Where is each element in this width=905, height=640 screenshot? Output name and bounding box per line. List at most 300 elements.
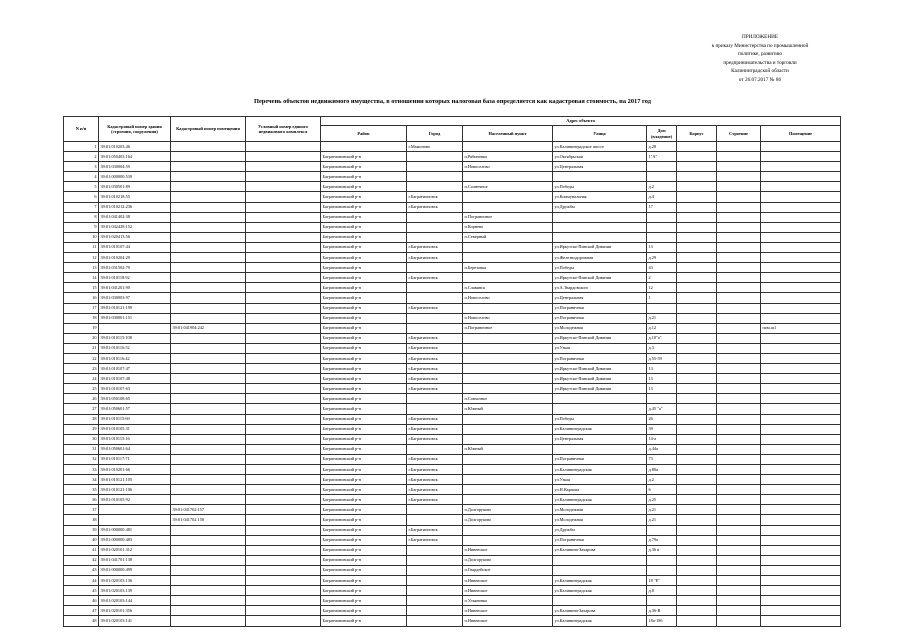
cell-building xyxy=(717,333,761,343)
cell-num: 41 xyxy=(64,545,99,555)
cell-house xyxy=(647,172,677,182)
cell-room xyxy=(761,596,841,606)
cell-house xyxy=(647,303,677,313)
cell-district: Багратионовский р-н xyxy=(321,576,407,586)
cell-building xyxy=(717,515,761,525)
cell-korpus xyxy=(677,485,717,495)
cell-street: ул.Калининградская xyxy=(553,576,647,586)
table-row xyxy=(64,273,841,283)
cell-num: 40 xyxy=(64,535,99,545)
cell-street: ул.Пограничная xyxy=(553,353,647,363)
cell-cadastral-building: 39:01:041402:38 xyxy=(99,212,171,222)
cell-room xyxy=(761,616,841,626)
cell-street: ул.Иркутско-Пинской Дивизии xyxy=(553,364,647,374)
cell-settlement xyxy=(463,454,553,464)
cell-conditional-number xyxy=(246,242,321,252)
appendix-line: от 26.07.2017 № 86 xyxy=(738,76,782,83)
cell-cadastral-building: 39:01:031502:79 xyxy=(99,263,171,273)
cell-district: Багратионовский р-н xyxy=(321,152,407,162)
cell-house: д.28 xyxy=(647,142,677,152)
cell-settlement: п.Совхозное xyxy=(463,394,553,404)
cell-room xyxy=(761,505,841,515)
cell-num: 46 xyxy=(64,596,99,606)
cell-korpus xyxy=(677,596,717,606)
cell-street: ул.Центральная xyxy=(553,434,647,444)
cell-num: 1 xyxy=(64,142,99,152)
cell-settlement: п.Новоселово xyxy=(463,313,553,323)
col-header-korpus: Корпус xyxy=(677,126,717,142)
cell-house: д.10"а" xyxy=(647,333,677,343)
cell-room xyxy=(761,222,841,232)
cell-korpus xyxy=(677,444,717,454)
cell-room xyxy=(761,495,841,505)
cell-city xyxy=(407,505,463,515)
cell-settlement: п.Долгоруково xyxy=(463,555,553,565)
cell-building xyxy=(717,495,761,505)
cell-district: Багратионовский р-н xyxy=(321,444,407,454)
cell-num: 45 xyxy=(64,586,99,596)
cell-num: 14 xyxy=(64,273,99,283)
cell-building xyxy=(717,192,761,202)
cell-cadastral-room xyxy=(171,232,246,242)
cell-cadastral-building: 39:01:042428:152 xyxy=(99,222,171,232)
cell-street: ул.Иркутско-Пинской Дивизии xyxy=(553,273,647,283)
col-header-address-group: Адрес объекта xyxy=(321,117,841,126)
cell-korpus xyxy=(677,253,717,263)
cell-korpus xyxy=(677,515,717,525)
cell-settlement: п.Березовка xyxy=(463,263,553,273)
document-title: Перечень объектов недвижимого имущества, в отношении которых налоговая база определяется как кадастровая стоимость, на 2017 год xyxy=(254,98,651,105)
cell-street: ул.Калининградская xyxy=(553,586,647,596)
cell-city xyxy=(407,263,463,273)
cell-cadastral-room: 39:01:041702:158 xyxy=(171,515,246,525)
cell-settlement xyxy=(463,192,553,202)
cell-city xyxy=(407,232,463,242)
cell-street xyxy=(553,555,647,565)
cell-conditional-number xyxy=(246,454,321,464)
cell-house: д.21 xyxy=(647,313,677,323)
cell-building xyxy=(717,242,761,252)
cell-cadastral-building: 39:01:050601:64 xyxy=(99,444,171,454)
table-row xyxy=(64,545,841,555)
cell-cadastral-building: 39:01:010115:108 xyxy=(99,333,171,343)
cell-cadastral-room xyxy=(171,596,246,606)
cell-city: г.Багратионовск xyxy=(407,364,463,374)
cell-city: г.Багратионовск xyxy=(407,424,463,434)
cell-street: ул.Пограничная xyxy=(553,313,647,323)
cell-building xyxy=(717,485,761,495)
cell-cadastral-building: 39:01:010121:199 xyxy=(99,303,171,313)
cell-room xyxy=(761,232,841,242)
cell-settlement xyxy=(463,465,553,475)
cell-korpus xyxy=(677,283,717,293)
cell-cadastral-room xyxy=(171,364,246,374)
cell-city: г.Багратионовск xyxy=(407,343,463,353)
cell-room xyxy=(761,515,841,525)
cell-korpus xyxy=(677,606,717,616)
cell-conditional-number xyxy=(246,384,321,394)
cell-korpus xyxy=(677,414,717,424)
table-row xyxy=(64,313,841,323)
appendix-line: ПРИЛОЖЕНИЕ xyxy=(742,34,778,40)
cell-street: ул.Победы xyxy=(553,182,647,192)
cell-conditional-number xyxy=(246,576,321,586)
cell-house: д.25 xyxy=(647,495,677,505)
table-row xyxy=(64,162,841,172)
cell-district: Багратионовский р-н xyxy=(321,414,407,424)
cell-house xyxy=(647,555,677,565)
cell-district: Багратионовский р-н xyxy=(321,182,407,192)
cell-street: ул.Дружбы xyxy=(553,525,647,535)
table-row xyxy=(64,242,841,252)
cell-conditional-number xyxy=(246,505,321,515)
table-row xyxy=(64,142,841,152)
appendix-line: предпринимательства и торговли xyxy=(723,59,797,66)
cell-cadastral-building: 39:01:020101:356 xyxy=(99,606,171,616)
cell-building xyxy=(717,505,761,515)
cell-city xyxy=(407,283,463,293)
cell-conditional-number xyxy=(246,616,321,626)
cell-num: 7 xyxy=(64,202,99,212)
cell-korpus xyxy=(677,293,717,303)
cell-district: Багратионовский р-н xyxy=(321,505,407,515)
cell-district: Багратионовский р-н xyxy=(321,263,407,273)
cell-house: 13 xyxy=(647,374,677,384)
cell-num: 11 xyxy=(64,242,99,252)
cell-conditional-number xyxy=(246,293,321,303)
cell-city: г.Багратионовск xyxy=(407,333,463,343)
cell-cadastral-building xyxy=(99,515,171,525)
cell-district: Багратионовский р-н xyxy=(321,212,407,222)
cell-city: г.Багратионовск xyxy=(407,535,463,545)
cell-house: 13 xyxy=(647,384,677,394)
table-row xyxy=(64,394,841,404)
cell-house: д.80а xyxy=(647,465,677,475)
cell-cadastral-building: 39:01:010218:55 xyxy=(99,192,171,202)
cell-korpus xyxy=(677,374,717,384)
cell-cadastral-room xyxy=(171,343,246,353)
cell-cadastral-building: 39:01:050601:57 xyxy=(99,404,171,414)
table-row xyxy=(64,364,841,374)
cell-cadastral-building: 39:01:020103:139 xyxy=(99,586,171,596)
cell-cadastral-building: 39:01:010121:105 xyxy=(99,475,171,485)
cell-conditional-number xyxy=(246,303,321,313)
appendix-line: Калининградской области xyxy=(731,68,789,75)
cell-building xyxy=(717,384,761,394)
cell-room xyxy=(761,565,841,575)
cell-building xyxy=(717,475,761,485)
cell-room xyxy=(761,555,841,565)
cell-cadastral-room xyxy=(171,525,246,535)
cell-house: 14-а xyxy=(647,434,677,444)
cell-street: ул.Дружбы xyxy=(553,202,647,212)
cell-room xyxy=(761,364,841,374)
cell-conditional-number xyxy=(246,222,321,232)
cell-district: Багратионовский р-н xyxy=(321,222,407,232)
cell-house: д.3 xyxy=(647,343,677,353)
cell-korpus xyxy=(677,242,717,252)
table-row xyxy=(64,182,841,192)
cell-conditional-number xyxy=(246,152,321,162)
cell-house: д.8 xyxy=(647,586,677,596)
cell-settlement: п.Новоселово xyxy=(463,293,553,303)
cell-conditional-number xyxy=(246,545,321,555)
table-row xyxy=(64,616,841,626)
cell-cadastral-building: 39:01:010105:31 xyxy=(99,424,171,434)
cell-building xyxy=(717,202,761,212)
cell-district: Багратионовский р-н xyxy=(321,273,407,283)
cell-house: д.55-59 xyxy=(647,353,677,363)
cell-city xyxy=(407,222,463,232)
cell-settlement: п.Пограничное xyxy=(463,212,553,222)
cell-city xyxy=(407,172,463,182)
cell-num: 23 xyxy=(64,364,99,374)
cell-street: ул.Молодежная xyxy=(553,515,647,525)
cell-city xyxy=(407,606,463,616)
cell-house: д.36 в xyxy=(647,545,677,555)
cell-street: ул.Железнодорожная xyxy=(553,253,647,263)
table-row xyxy=(64,434,841,444)
cell-cadastral-room xyxy=(171,162,246,172)
cell-korpus xyxy=(677,172,717,182)
cell-cadastral-building: 39:01:030501:89 xyxy=(99,182,171,192)
cell-building xyxy=(717,232,761,242)
cell-room xyxy=(761,414,841,424)
cell-street: ул.Центральная xyxy=(553,162,647,172)
col-header-settlement: Населенный пункт xyxy=(463,126,553,142)
cell-cadastral-building: 39:01:000000:499 xyxy=(99,565,171,575)
cell-street: ул.Калининградская xyxy=(553,616,647,626)
cell-cadastral-room xyxy=(171,303,246,313)
cell-num: 28 xyxy=(64,414,99,424)
table-row xyxy=(64,384,841,394)
cell-cadastral-room xyxy=(171,485,246,495)
table-row xyxy=(64,404,841,414)
table-row xyxy=(64,515,841,525)
cell-district: Багратионовский р-н xyxy=(321,384,407,394)
cell-room xyxy=(761,242,841,252)
cell-settlement xyxy=(463,434,553,444)
cell-room xyxy=(761,384,841,394)
cell-street xyxy=(553,172,647,182)
cell-district: Багратионовский р-н xyxy=(321,253,407,263)
cell-conditional-number xyxy=(246,525,321,535)
cell-city: г.Багратионовск xyxy=(407,353,463,363)
cell-building xyxy=(717,142,761,152)
cell-district: Багратионовский р-н xyxy=(321,545,407,555)
cell-num: 25 xyxy=(64,384,99,394)
table-row xyxy=(64,152,841,162)
table-row xyxy=(64,343,841,353)
cell-building xyxy=(717,525,761,535)
cell-settlement xyxy=(463,303,553,313)
appendix-line: политике, развитию xyxy=(737,51,783,58)
cell-house: 26 xyxy=(647,414,677,424)
cell-num: 48 xyxy=(64,616,99,626)
cell-conditional-number xyxy=(246,273,321,283)
cell-cadastral-room xyxy=(171,535,246,545)
cell-city xyxy=(407,565,463,575)
cell-cadastral-building: 39:01:010116:42 xyxy=(99,353,171,363)
cell-city xyxy=(407,545,463,555)
col-header-street: Улица xyxy=(553,126,647,142)
cell-settlement xyxy=(463,253,553,263)
cell-building xyxy=(717,162,761,172)
table-row xyxy=(64,576,841,586)
cell-building xyxy=(717,545,761,555)
cell-room xyxy=(761,394,841,404)
cell-conditional-number xyxy=(246,404,321,414)
cell-num: 21 xyxy=(64,343,99,353)
cell-cadastral-building: 39:01:041701:138 xyxy=(99,555,171,565)
cell-street: ул.Калининградское шоссе xyxy=(553,142,647,152)
cell-house: 43 xyxy=(647,263,677,273)
cell-city: г.Багратионовск xyxy=(407,414,463,424)
table-row xyxy=(64,323,841,333)
cell-building xyxy=(717,414,761,424)
cell-num: 36 xyxy=(64,495,99,505)
cell-city xyxy=(407,576,463,586)
cell-conditional-number xyxy=(246,606,321,616)
cell-settlement: п.Нивенское xyxy=(463,576,553,586)
cell-street: ул.Иркутско-Пинской Дивизии xyxy=(553,374,647,384)
cell-street xyxy=(553,444,647,454)
col-header-district: Район xyxy=(321,126,407,142)
cell-num: 15 xyxy=(64,283,99,293)
cell-conditional-number xyxy=(246,212,321,222)
cell-house: 13 xyxy=(647,364,677,374)
table-row xyxy=(64,172,841,182)
cell-street: ул.Иркутско-Пинской Дивизии xyxy=(553,242,647,252)
col-header-city: Город xyxy=(407,126,463,142)
cell-district: Багратионовский р-н xyxy=(321,293,407,303)
cell-cadastral-building: 39:01:030004:59 xyxy=(99,162,171,172)
cell-cadastral-building: 39:01:050403:164 xyxy=(99,152,171,162)
cell-num: 12 xyxy=(64,253,99,263)
cell-room xyxy=(761,303,841,313)
table-row xyxy=(64,424,841,434)
cell-building xyxy=(717,253,761,263)
col-header-conditional-number: Условный номер единого недвижимого комплекса xyxy=(246,117,321,142)
cell-settlement: п.Пограничное xyxy=(463,323,553,333)
cell-korpus xyxy=(677,212,717,222)
cell-district: Багратионовский р-н xyxy=(321,495,407,505)
cell-city xyxy=(407,515,463,525)
cell-cadastral-room xyxy=(171,404,246,414)
cell-num: 38 xyxy=(64,515,99,525)
cell-korpus xyxy=(677,353,717,363)
cell-house: д.29 xyxy=(647,253,677,263)
cell-cadastral-room: 39:01:041702:157 xyxy=(171,505,246,515)
cell-korpus xyxy=(677,263,717,273)
cell-conditional-number xyxy=(246,475,321,485)
cell-num: 2 xyxy=(64,152,99,162)
cell-num: 4 xyxy=(64,172,99,182)
cell-cadastral-building: 39:01:030001:151 xyxy=(99,313,171,323)
cell-house xyxy=(647,232,677,242)
cell-settlement xyxy=(463,525,553,535)
cell-house: д.12 xyxy=(647,323,677,333)
cell-korpus xyxy=(677,232,717,242)
cell-house: д.21 xyxy=(647,505,677,515)
cell-house: 17 xyxy=(647,202,677,212)
table-row xyxy=(64,606,841,616)
col-header-building: Строение xyxy=(717,126,761,142)
cell-city: г.Багратионовск xyxy=(407,192,463,202)
cell-num: 29 xyxy=(64,424,99,434)
cell-conditional-number xyxy=(246,313,321,323)
cell-cadastral-room xyxy=(171,465,246,475)
cell-cadastral-building: 39:01:010107:47 xyxy=(99,364,171,374)
cell-district: Багратионовский р-н xyxy=(321,424,407,434)
cell-cadastral-building: 39:01:020103:141 xyxy=(99,616,171,626)
cell-building xyxy=(717,404,761,414)
cell-conditional-number xyxy=(246,586,321,596)
cell-cadastral-building: 39:01:010105:92 xyxy=(99,495,171,505)
appendix-line: к приказу Министерства по промышленной xyxy=(711,42,809,49)
cell-district: Багратионовский р-н xyxy=(321,232,407,242)
cell-korpus xyxy=(677,545,717,555)
table-row xyxy=(64,535,841,545)
cell-house: 13 xyxy=(647,242,677,252)
cell-settlement: п.Нивенское xyxy=(463,616,553,626)
cell-cadastral-room xyxy=(171,242,246,252)
table-row xyxy=(64,263,841,273)
cell-korpus xyxy=(677,475,717,485)
col-header-cadastral-building: Кадастровый номер здания (строения, сооружения) xyxy=(99,117,171,142)
cell-building xyxy=(717,182,761,192)
table-row xyxy=(64,475,841,485)
cell-city: г.Багратионовск xyxy=(407,202,463,212)
cell-city: г.Багратионовск xyxy=(407,495,463,505)
cell-city: г.Багратионовск xyxy=(407,465,463,475)
cell-cadastral-room xyxy=(171,495,246,505)
cell-street xyxy=(553,222,647,232)
cell-building xyxy=(717,454,761,464)
cell-settlement xyxy=(463,343,553,353)
cell-settlement: п.Славянск xyxy=(463,283,553,293)
cell-cadastral-room xyxy=(171,333,246,343)
table-row xyxy=(64,565,841,575)
cell-district: Багратионовский р-н xyxy=(321,394,407,404)
cell-street xyxy=(553,394,647,404)
cell-room xyxy=(761,333,841,343)
cell-district: Багратионовский р-н xyxy=(321,535,407,545)
cell-korpus xyxy=(677,434,717,444)
cell-city: г.Багратионовск xyxy=(407,485,463,495)
cell-building xyxy=(717,565,761,575)
cell-settlement xyxy=(463,273,553,283)
cell-district: Багратионовский р-н xyxy=(321,525,407,535)
cell-cadastral-room xyxy=(171,172,246,182)
cell-settlement: п.Ульяновка xyxy=(463,596,553,606)
cell-district: Багратионовский р-н xyxy=(321,596,407,606)
cell-cadastral-room xyxy=(171,313,246,323)
cell-num: 17 xyxy=(64,303,99,313)
cell-city xyxy=(407,586,463,596)
cell-city xyxy=(407,596,463,606)
cell-conditional-number xyxy=(246,333,321,343)
table-row xyxy=(64,596,841,606)
cell-building xyxy=(717,283,761,293)
cell-num: 44 xyxy=(64,576,99,586)
col-header-cadastral-room: Кадастровый номер помещения xyxy=(171,117,246,142)
cell-room xyxy=(761,263,841,273)
cell-conditional-number xyxy=(246,142,321,152)
cell-house: 39 xyxy=(647,424,677,434)
cell-korpus xyxy=(677,465,717,475)
cell-district: Багратионовский р-н xyxy=(321,434,407,444)
